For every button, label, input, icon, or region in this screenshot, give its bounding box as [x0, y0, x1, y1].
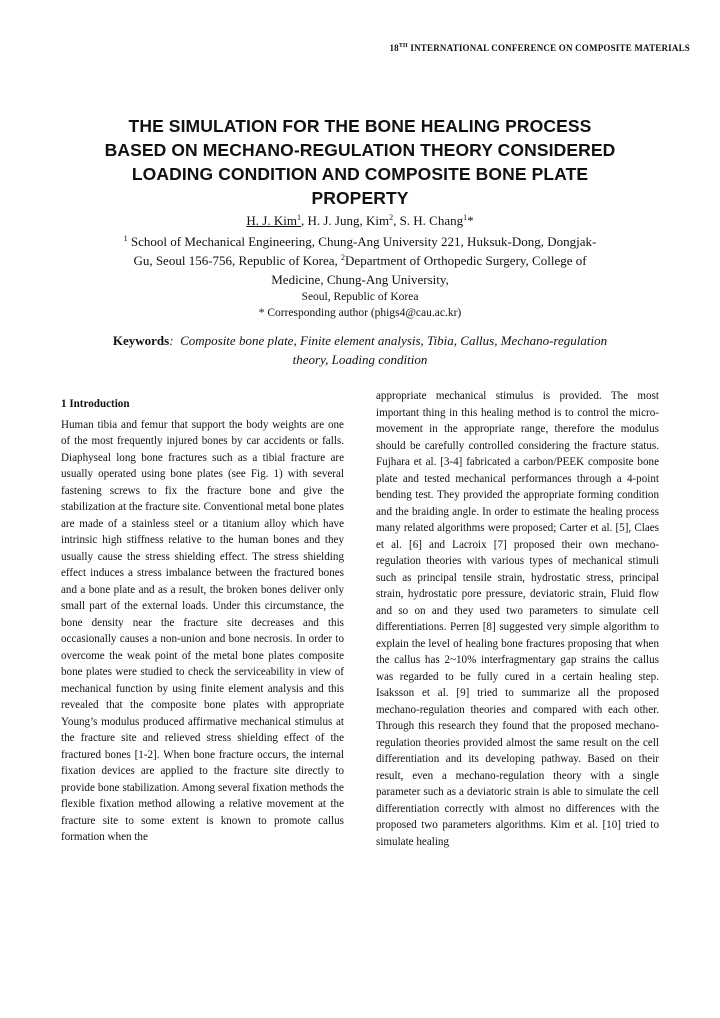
- title-line: LOADING CONDITION AND COMPOSITE BONE PLATE: [131, 164, 589, 184]
- conference-name: INTERNATIONAL CONFERENCE ON COMPOSITE MATERIALS: [410, 43, 690, 53]
- conference-ordinal: 18: [389, 43, 399, 53]
- left-column: [61, 390, 344, 846]
- author-name: , H. J. Jung, Kim: [300, 213, 390, 228]
- body-paragraph: appropriate mechanical stimulus is provided. The most important thing in this healing method is to control the micro-movement in the appropriate range, therefore the modulus should be carefully controlled considering the fracture status. Fujhara et al. [3-4] fabricated a carbon/PEEK composite bone plate and tested mechanical performances through a 4-point bending test. They provided the appropriate forming condition and the braiding angle. In order to estimate the healing process many related algorithms were proposed; Carter et al. [5], Claes et al. [6] and Lacroix [7] proposed their own mechano-regulation theories with various types of mechanical stimuli such as principal tensile strain, hydrostatic stress, principal strain, hydrostatic pore pressure, deviatoric strain, Fluid flow and so on and they used two parameters to simulate cell differentiations. Perren [8] suggested very simple algorithm to explain the level of healing bone fractures proposing that when the callus has 2~10% interfragmentary gap strains the callus was regarded to be fully cured in a certain healing step. Isaksson et al. [9] tried to summarize all the proposed mechano-regulation theories and compared with each other. Through this research they found that the proposed mechano-regulation theories provided almost the same result on the cell differentiation and its developing pathway. Based on their result, even a mechano-regulation theory with a single parameter such as a deviatoric strain is able to simulate the cell differentiation correctly with almost no differences with the proposed two parameters algorithms. Kim et al. [10] tried to simulate healing: [376, 390, 659, 848]
- author-list: [0, 212, 720, 230]
- affiliation-line: [0, 232, 720, 251]
- title-line: THE SIMULATION FOR THE BONE HEALING PROCESS: [128, 116, 592, 136]
- affiliation-text: School of Mechanical Engineering, Chung-Ang University 221, Huksuk-Dong, Dongjak-: [130, 234, 597, 249]
- keywords-values: Composite bone plate, Finite element analysis, Tibia, Callus, Mechano-regulation: [180, 333, 608, 348]
- author-name: , S. H. Chang: [393, 213, 464, 228]
- author-name: H. J. Kim: [246, 213, 297, 228]
- author-affiliation-mark: 1: [296, 213, 301, 222]
- affiliations: [0, 232, 720, 321]
- body-paragraph: Human tibia and femur that support the body weights are one of the most frequently injured bones by car accidents or falls. Diaphyseal long bone fractures such as a tibial fracture are usually operated using bone plates (see Fig. 1) with several fastening screws to fix the fracture bone and give the stabilization at the fracture site. Conventional metal bone plates are made of a stainless steel or a titanium alloy which have intrinsic high stiffness relative to the human bones and they usually cause the stress shielding effect. The stress shielding effect induces a stress imbalance between the fractured bones and a bone plate and as a result, the broken bones deliver only small part of the external loads. Under this circumstance, the bone density near the fracture site decreases and this occasionally causes a non-union and bone necrosis. In order to overcome the weak point of the metal bone plates composite bone plates were studied to check the serviceability in view of mechanical function by using finite element analysis and this revealed that the composite bone plates with appropriate Young’s modulus produced affirmative mechanical stimulus at the fracture site and relieved stress shielding effect of the fractured bones [1-2]. When bone fracture occurs, the internal fixation devices are applied to the fracture site directly to provide bone stabilization. Among several fixation methods the flexible fixation method allowing a relative movement at the fracture site to some extent is known to promote callus formation when the: [61, 418, 344, 843]
- affiliation-mark: 2: [341, 253, 346, 262]
- keywords: [0, 331, 720, 369]
- affiliation-city: Seoul, Republic of Korea: [301, 291, 419, 303]
- conference-header: [0, 43, 690, 53]
- corresponding-author: * Corresponding author (phigs4@cau.ac.kr): [258, 307, 462, 319]
- affiliation-text: Gu, Seoul 156-756, Republic of Korea,: [133, 253, 338, 268]
- affiliation-text: Department of Orthopedic Surgery, College of: [345, 253, 587, 268]
- corresponding-mark: *: [467, 213, 474, 228]
- affiliation-line: Medicine, Chung-Ang University,: [271, 272, 449, 287]
- keywords-values: theory, Loading condition: [292, 352, 428, 367]
- keywords-separator: :: [169, 333, 174, 348]
- title-line: BASED ON MECHANO-REGULATION THEORY CONSIDERED: [104, 140, 616, 160]
- keywords-line: [0, 331, 720, 350]
- right-column: [376, 388, 659, 850]
- affiliation-mark: 1: [123, 234, 128, 243]
- author-first: [246, 213, 301, 228]
- keywords-label: Keywords: [112, 333, 170, 348]
- author-affiliation-mark: 1: [463, 213, 468, 222]
- section-heading: 1 Introduction: [61, 398, 130, 410]
- paper-title: [60, 114, 660, 210]
- title-line: PROPERTY: [311, 188, 409, 208]
- conference-ordinal-suffix: TH: [398, 43, 408, 49]
- author-affiliation-mark: 2: [389, 213, 394, 222]
- affiliation-line: [0, 251, 720, 270]
